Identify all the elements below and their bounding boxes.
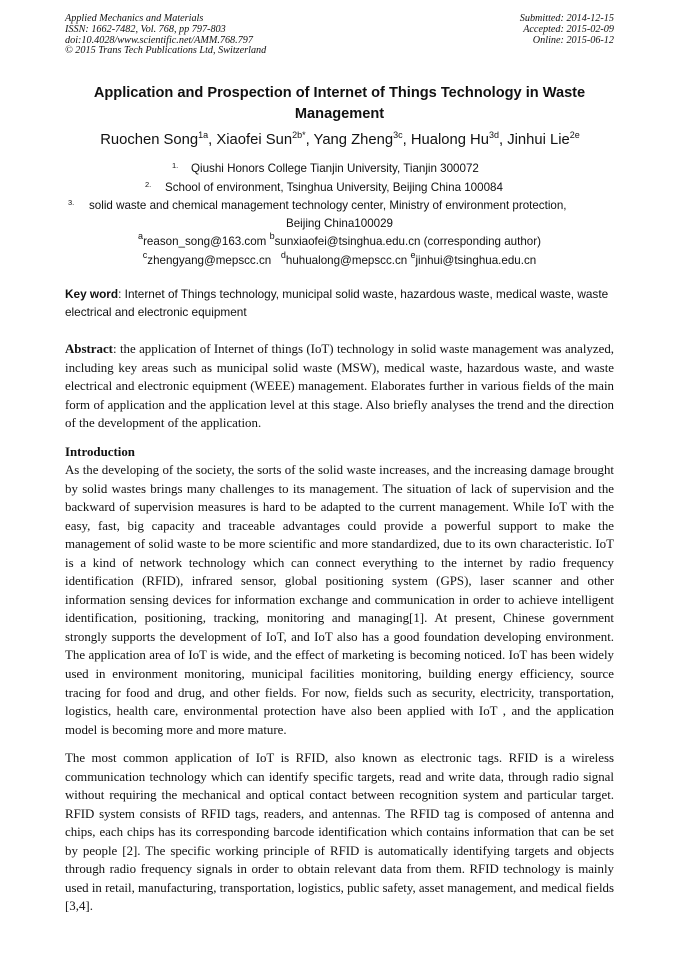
author-affil-mark: 3d xyxy=(488,130,499,140)
keywords-text: : Internet of Things technology, municipal solid waste, hazardous waste, medical waste, waste electrical and electronic equipment xyxy=(65,287,609,319)
author-name: Ruochen Song xyxy=(100,132,199,148)
journal-doi: doi:10.4028/www.scientific.net/AMM.768.797 xyxy=(65,34,253,46)
affiliation-number: 2. xyxy=(145,180,152,189)
email-line-1 xyxy=(65,232,614,251)
email-mark: e xyxy=(410,250,416,260)
author-name: Yang Zheng xyxy=(313,132,394,148)
author-affil-mark: 2e xyxy=(569,130,580,140)
accepted-date: Accepted: 2015-02-09 xyxy=(523,23,614,35)
journal-name: Applied Mechanics and Materials xyxy=(65,13,204,24)
submitted-date: Submitted: 2014-12-15 xyxy=(519,13,614,24)
intro-paragraph-1: As the developing of the society, the sorts of the solid waste increases, and the increasing damage brought by solid wastes brings many challenges to its management. The situation of lack of supervision and the backward of supervision measures is hard to be adapted to the current management. While IoT with the easy, fast, big capacity and traceable advantages could provide a powerful support to make the management of solid waste to be more scientific and more standardized, due to its own characteristic. IoT is a kind of network technology which can connect everything to the internet by radio frequency identification (RFID), infrared sensor, global positioning system (GPS), laser scanner and other information sensing devices for information exchange and communication in order to achieve intelligent identification, positioning, tracking, monitoring and managing[1]. At present, Chinese government strongly supports the development of IoT, and IoT also has a good foundation developing environment. The application area of IoT is wide, and the effect of marketing is becoming noticed. IoT has been widely used in environment monitoring, municipal facilities monitoring, building energy efficiency, source tracing for food and drug, and other fields. For now, fields such as security, electricity, transportation, logistics, health care, environmental protection have also been applied with IoT , and the application model is becoming more and more mature. xyxy=(65,463,614,737)
paper-title: Application and Prospection of Internet of Things Technology in Waste Management xyxy=(93,85,586,122)
intro-paragraph-2: The most common application of IoT is RFID, also known as electronic tags. RFID is a wireless communication technology which can identify specific targets, read and write data, through radio signal without requiring the mechanical and optical contact between recognition system and particular target. RFID system consists of RFID tags, readers, and antennas. The RFID tag is composed of antenna and chips, each chips has its corresponding barcode identification which contains information that can be set by people [2]. The specific working principle of RFID is automatically identifying targets and objects through radio frequency signals in order to obtain relevant data from them. RFID technology is mainly used in retail, manufacturing, transportation, logistics, public safety, asset management, and medical fields [3,4]. xyxy=(65,751,615,914)
email-mark: a xyxy=(138,231,144,241)
online-date: Online: 2015-06-12 xyxy=(532,34,614,46)
journal-issn: ISSN: 1662-7482, Vol. 768, pp 797-803 xyxy=(65,23,226,35)
affiliation-3-line2 xyxy=(65,214,614,233)
affiliation-text: School of environment, Tsinghua University, Beijing China 100084 xyxy=(165,181,503,194)
email-mark: c xyxy=(142,250,148,260)
section-heading: Introduction xyxy=(65,445,135,459)
email-line-2 xyxy=(65,251,614,270)
journal-copyright: © 2015 Trans Tech Publications Ltd, Switzerland xyxy=(65,45,267,57)
author-affil-mark: 3c xyxy=(393,130,403,140)
author-affil-mark: 2b* xyxy=(292,130,306,140)
author-affil-mark: 1a xyxy=(198,130,209,140)
author-name: Jinhui Lie xyxy=(507,132,570,148)
author-list: Ruochen Song$^{1a}$, Xiaofei Sun$^{2b*}$, Yang Zheng$^{3c}$, Hualong $Hu^{3d}$, Jinhui Lie$^{2e}$ xyxy=(100,130,580,148)
email-mark: d xyxy=(280,250,286,260)
affiliation-number: 3. xyxy=(68,198,75,207)
abstract-label: Abstract xyxy=(65,342,113,356)
affiliation-text: Beijing China100029 xyxy=(285,217,393,230)
dates-header xyxy=(520,14,614,46)
journal-header xyxy=(65,14,266,57)
email-address[interactable]: zhengyang@mepscc.cn xyxy=(147,254,272,267)
email-mark: b xyxy=(269,231,275,241)
email-address[interactable]: sunxiaofei@tsinghua.edu.cn (corresponding author) xyxy=(274,235,541,248)
keywords xyxy=(65,285,614,321)
affiliation-number: 1. xyxy=(172,161,179,170)
email-address[interactable]: reason_song@163.com xyxy=(143,235,267,248)
affiliation-text: Qiushi Honors College Tianjin University, Tianjin 300072 xyxy=(191,162,479,175)
abstract xyxy=(65,340,614,433)
email-address[interactable]: jinhui@tsinghua.edu.cn xyxy=(415,254,537,267)
affiliation-text: solid waste and chemical management technology center, Ministry of environment protection, xyxy=(89,199,567,212)
email-address[interactable]: huhualong@mepscc.cn xyxy=(285,254,408,267)
keywords-label: Key word xyxy=(65,287,119,301)
author-name: Hualong Hu xyxy=(410,132,489,148)
author-name: Xiaofei Sun xyxy=(216,132,293,148)
abstract-text: : the application of Internet of things (IoT) technology in solid waste management was analyzed, including key areas such as municipal solid waste (MSW), medical waste, hazardous waste, and waste electrical and electronic equipment (WEEE) management. Elaborates further in various fields of the main form of application and the application level at this stage. Also briefly analyses the trend and the direction of the development of the application. xyxy=(65,342,614,431)
